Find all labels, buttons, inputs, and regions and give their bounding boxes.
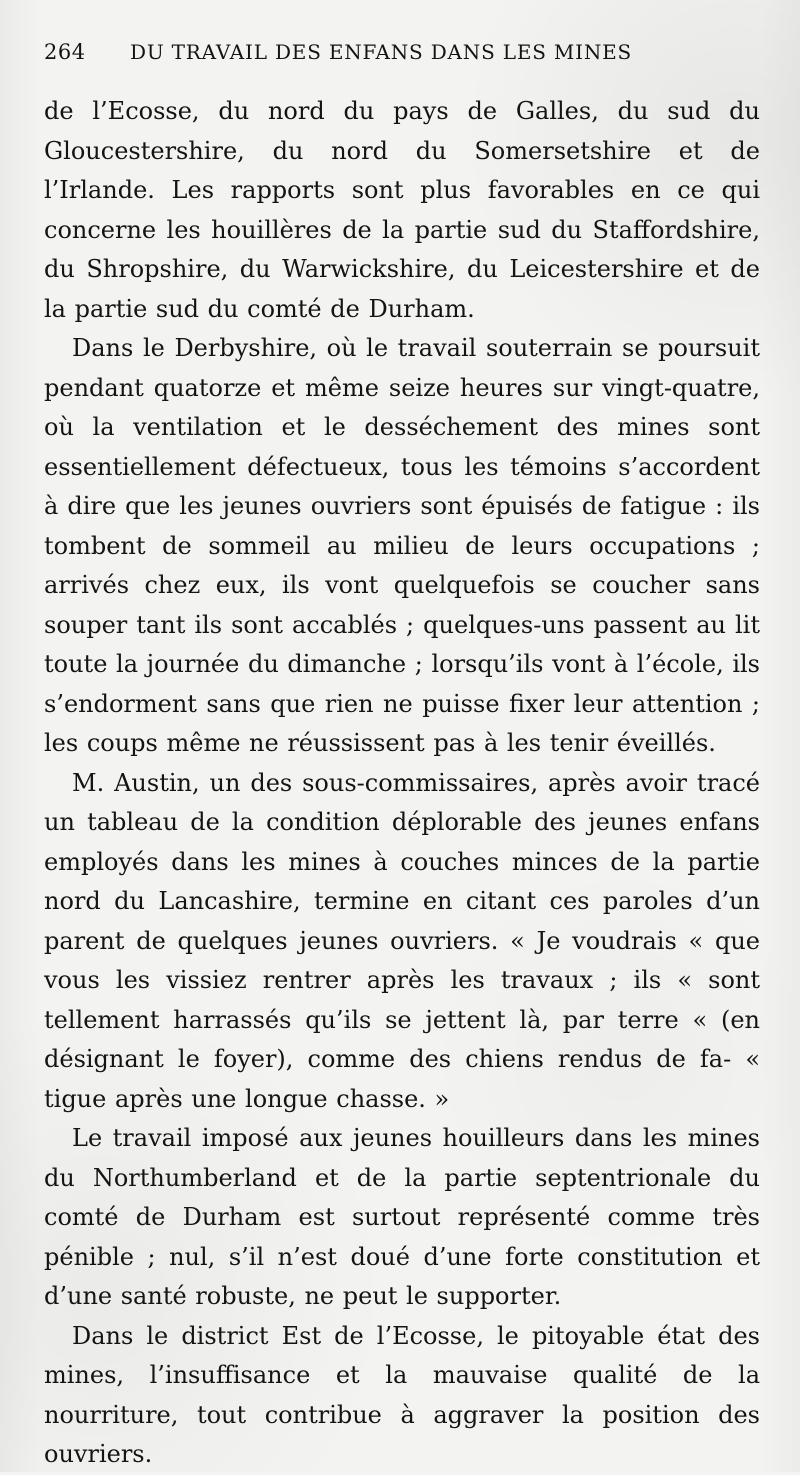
page-number: 264: [44, 40, 86, 64]
running-title: DU TRAVAIL DES ENFANS DANS LES MINES: [130, 40, 633, 64]
paragraph-derbyshire: Dans le Derbyshire, où le travail souterrain se poursuit pendant quatorze et même seize heures sur vingt-quatre, où la ventilation et le desséchement des mines sont essentiellement défectueux, tous les témoins s’accordent à dire que les jeunes ouvriers sont épuisés de fatigue : ils tombent de sommeil au milieu de leurs occupations ; arrivés chez eux, ils vont quelquefois se coucher sans souper tant ils sont accablés ; quelques-uns passent au lit toute la journée du dimanche ; lorsqu’ils vont à l’école, ils s’endorment sans que rien ne puisse fixer leur attention ; les coups même ne réussissent pas à les tenir éveillés.: [44, 334, 760, 757]
paragraph-continuation: de l’Ecosse, du nord du pays de Galles, du sud du Gloucestershire, du nord du Somersetshire et de l’Irlande. Les rapports sont plus favorables en ce qui concerne les houillères de la partie sud du Staffordshire, du Shropshire, du Warwickshire, du Leicestershire et de la partie sud du comté de Durham.: [44, 97, 760, 323]
paragraph-east-scotland: Dans le district Est de l’Ecosse, le pitoyable état des mines, l’insuffisance et la mauvaise qualité de la nourriture, tout contribue à aggraver la position des ouvriers.: [44, 1321, 760, 1468]
paragraph-austin-quote: M. Austin, un des sous-commissaires, après avoir tracé un tableau de la condition déplorable des jeunes enfans employés dans les mines à couches minces de la partie nord du Lancashire, termine en citant ces paroles d’un parent de quelques jeunes ouvriers. « Je voudrais « que vous les vissiez rentrer après les travaux ; ils « sont tellement harrassés qu’ils se jettent là, par terre « (en désignant le foyer), comme des chiens rendus de fa- « tigue après une longue chasse. »: [44, 768, 760, 1113]
page-text: [44, 92, 760, 1475]
running-header: [44, 40, 758, 84]
paragraph-northumberland: Le travail imposé aux jeunes houilleurs dans les mines du Northumberland et de la partie septentrionale du comté de Durham est surtout représenté comme très pénible ; nul, s’il n’est doué d’une forte constitution et d’une santé robuste, ne peut le supporter.: [44, 1124, 760, 1310]
